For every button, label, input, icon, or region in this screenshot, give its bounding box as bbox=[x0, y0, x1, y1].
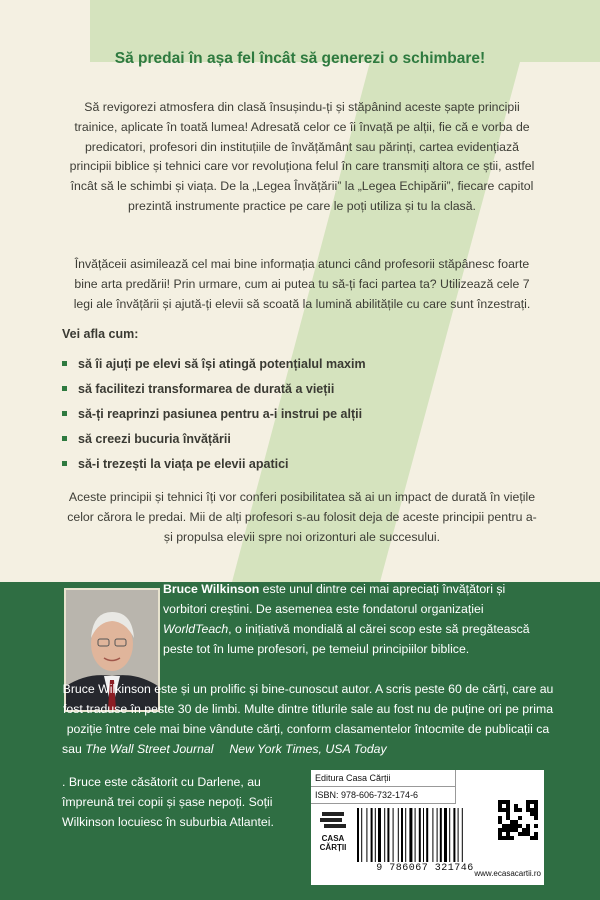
list-item bbox=[62, 351, 366, 376]
publisher-name: Editura Casa Cărții bbox=[311, 770, 456, 787]
barcode bbox=[355, 808, 495, 864]
bullet-square-icon bbox=[62, 386, 67, 391]
list-item bbox=[62, 401, 366, 426]
bullet-square-icon bbox=[62, 361, 67, 366]
bio-text: Bruce Wilkinson este și un prolific și bine-cunoscut autor. A scris peste 60 de cărți, care au fost traduse în peste 30 de limbi. Multe dintre titlurile sale au fost nu de puține ori pe prima poziție între cele mai bine vândute cărți, conform clasamentelor întocmite de publicații ca bbox=[62, 682, 554, 736]
closing-paragraph: Aceste principii și tehnici îți vor conferi posibilitatea să ai un impact de durată în viețile celor cărora le predai. Mii de alți profesori s-au folosit deja de aceste principii pentru a-și propulsa elevii spre noi orizonturi ale succesului. bbox=[67, 490, 537, 544]
book-stack-icon bbox=[318, 808, 348, 832]
bullet-square-icon bbox=[62, 461, 67, 466]
author-name: Bruce Wilkinson bbox=[163, 582, 260, 596]
publication-names: New York Times, USA Today bbox=[229, 742, 387, 756]
organization-name: WorldTeach bbox=[163, 622, 229, 636]
bio-text: sau bbox=[62, 742, 86, 756]
logo-text-line1: CASA bbox=[321, 834, 345, 843]
bullet-text: să creezi bucuria învățării bbox=[78, 431, 231, 446]
list-item bbox=[62, 451, 366, 476]
author-bio-intro bbox=[163, 579, 548, 659]
learn-title: Vei afla cum: bbox=[62, 327, 139, 341]
list-item bbox=[62, 426, 366, 451]
author-bio-publication bbox=[62, 739, 554, 759]
publication-name: The Wall Street Journal bbox=[85, 742, 214, 756]
logo-text-line2: CĂRȚII bbox=[319, 843, 347, 852]
bullet-square-icon bbox=[62, 411, 67, 416]
isbn-box bbox=[311, 770, 544, 885]
tagline: Să predai în așa fel încât să generezi o schimbare! bbox=[114, 50, 486, 67]
bio-text: , o inițiativă mondială al cărei scop este să pregătească peste tot în lume profesori, pe temeiul principiilor biblice. bbox=[163, 622, 530, 656]
second-paragraph: Învățăceii asimilează cel mai bine informația atunci când profesorii stăpânesc foarte bine arta predării! Prin urmare, cum ai putea tu să-ți faci partea ta? Utilizează cele 7 legi ale învățării și ajută-ți elevii să scoată la lumină abilitățile cu care sunt înzestrați. bbox=[73, 257, 531, 311]
bio-text: este unul dintre cei mai apreciați învățători și vorbitori creștini. De asemenea este fondatorul organizației bbox=[163, 582, 506, 616]
list-item bbox=[62, 376, 366, 401]
barcode-number: 9 786067 321746 bbox=[376, 863, 474, 874]
bullet-text: să îi ajuți pe elevi să își atingă potențialul maxim bbox=[78, 356, 366, 371]
bullet-list bbox=[62, 351, 366, 476]
qr-code-icon bbox=[498, 800, 538, 840]
isbn-number: ISBN: 978-606-732-174-6 bbox=[311, 787, 456, 804]
author-bio-family bbox=[62, 772, 302, 832]
intro-paragraph: Să revigorezi atmosfera din clasă însușindu-ți și stăpânind aceste șapte principii trainice, aplicate în toată lumea! Adresată celor ce îi învață pe alții, fie că e vorba de predicatori, profesori din instituțiile de învățământ sau părinți, cartea evidențiază principii biblice și tehnici care vor revoluționa felul în care transmiți altora ce știi, astfel încât să le schimbi și viața. De la „Legea Învățării” la „Legea Echipării”, fiecare capitol prezintă instrumente practice pe care le poți utiliza și tu la clasă. bbox=[69, 100, 535, 213]
website-link[interactable]: www.ecasacartii.ro bbox=[474, 869, 541, 878]
bullet-text: să-ți reaprinzi pasiunea pentru a-i instrui pe alții bbox=[78, 406, 363, 421]
publisher-logo bbox=[315, 808, 351, 860]
bullet-text: să facilitezi transformarea de durată a vieții bbox=[78, 381, 335, 396]
bullet-square-icon bbox=[62, 436, 67, 441]
bullet-text: să-i trezești la viața pe elevii apatici bbox=[78, 456, 289, 471]
bio-text: . Bruce este căsătorit cu Darlene, au împreună trei copii și șase nepoți. Soții Wilkinson locuiesc în suburbia Atlantei. bbox=[62, 775, 274, 829]
